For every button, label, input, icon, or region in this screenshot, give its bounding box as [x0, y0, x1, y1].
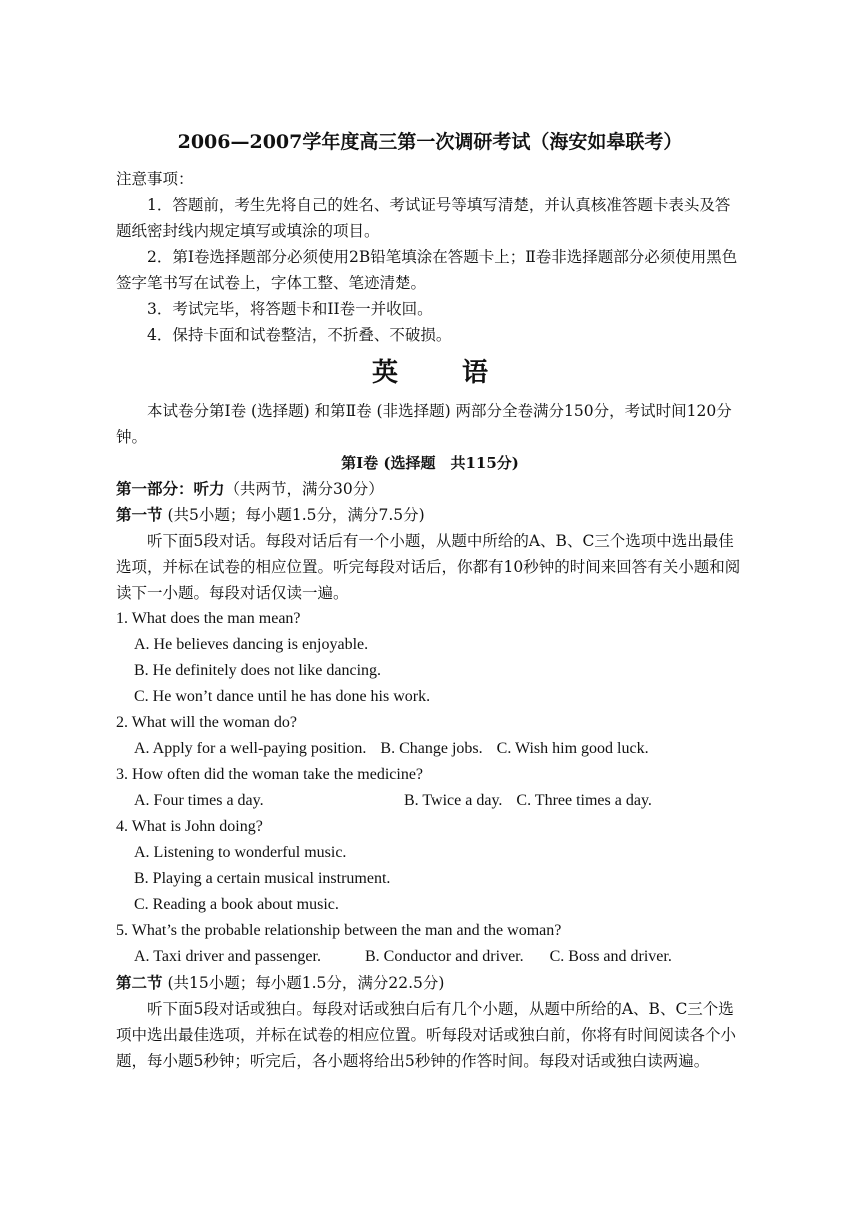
part-label: 第一部分：听力	[116, 479, 225, 498]
question-1-option-c: C. He won’t dance until he has done his work.	[134, 688, 431, 705]
question-2-options	[134, 736, 744, 762]
question-5-stem: 5. What’s the probable relationship between the man and the woman?	[116, 922, 562, 939]
notice-item-3: 3．考试完毕，将答题卡和II卷一并收回。	[147, 300, 433, 318]
part-detail: （共两节，满分30分）	[224, 480, 384, 498]
section-1-instruction: 听下面5段对话。每段对话后有一个小题，从题中所给的A、B、C三个选项中选出最佳选项，并标在试卷的相应位置。听完每段对话后，你都有10秒钟的时间来回答有关小题和阅读下一小题。每段对话仅读一遍。	[116, 532, 741, 602]
question-1-option-a: A. He believes dancing is enjoyable.	[134, 636, 369, 653]
question-2-option-c: C. Wish him good luck.	[496, 740, 649, 757]
question-3-stem: 3. How often did the woman take the medicine?	[116, 766, 424, 783]
question-4-option-a: A. Listening to wonderful music.	[134, 844, 347, 861]
question-3-options	[134, 788, 744, 814]
question-1-stem: 1. What does the man mean?	[116, 610, 301, 627]
notice-item-1: 1．答题前，考生先将自己的姓名、考试证号等填写清楚，并认真核准答题卡表头及答题纸密封线内规定填写或填涂的项目。	[116, 196, 731, 240]
part-heading	[116, 476, 744, 502]
subject-char-1: 英	[371, 358, 398, 388]
question-2-option-b: B. Change jobs.	[380, 740, 483, 757]
section-1-label: 第一节	[116, 505, 163, 524]
section-2-heading	[116, 970, 744, 996]
section-1-heading	[116, 502, 744, 528]
question-4-option-b: B. Playing a certain musical instrument.	[134, 870, 391, 887]
question-5-option-c: C. Boss and driver.	[549, 948, 672, 965]
section-1-detail: (共5小题；每小题1.5分，满分7.5分)	[162, 506, 425, 524]
question-4-stem: 4. What is John doing?	[116, 818, 263, 835]
notice-item-4: 4．保持卡面和试卷整洁，不折叠、不破损。	[147, 326, 452, 344]
question-3-option-a: A. Four times a day.	[134, 792, 264, 809]
exam-intro: 本试卷分第Ⅰ卷 (选择题) 和第Ⅱ卷 (非选择题) 两部分全卷满分150分，考试时间120分钟。	[116, 402, 732, 446]
notice-item-2: 2．第Ⅰ卷选择题部分必须使用2B铅笔填涂在答题卡上；Ⅱ卷非选择题部分必须使用黑色签字笔书写在试卷上，字体工整、笔迹清楚。	[116, 248, 738, 292]
subject-char-2: 语	[462, 358, 489, 388]
question-3-option-b: B. Twice a day.	[404, 792, 503, 809]
question-3-option-c: C. Three times a day.	[516, 792, 652, 809]
question-1-option-b: B. He definitely does not like dancing.	[134, 662, 382, 679]
subject-title	[116, 354, 744, 392]
question-5-option-a: A. Taxi driver and passenger.	[134, 948, 321, 965]
question-4-option-c: C. Reading a book about music.	[134, 896, 339, 913]
question-2-option-a: A. Apply for a well-paying position.	[134, 740, 367, 757]
section-2-detail: (共15小题；每小题1.5分，满分22.5分)	[162, 974, 445, 992]
exam-page	[116, 126, 744, 1074]
question-5-option-b: B. Conductor and driver.	[364, 948, 524, 965]
volume-heading: 第Ⅰ卷 (选择题 共115分)	[341, 454, 519, 472]
section-2-label: 第二节	[116, 973, 163, 992]
section-2-instruction: 听下面5段对话或独白。每段对话或独白后有几个小题，从题中所给的A、B、C三个选项中选出最佳选项，并标在试卷的相应位置。听每段对话或独白前，你将有时间阅读各个小题，每小题5秒钟；听完后，各小题将给出5秒钟的作答时间。每段对话或独白读两遍。	[116, 1000, 737, 1070]
question-2-stem: 2. What will the woman do?	[116, 714, 297, 731]
page-title: 2006—2007学年度高三第一次调研考试（海安如皋联考）	[177, 131, 683, 153]
notice-heading: 注意事项：	[116, 170, 194, 188]
question-5-options	[134, 944, 744, 970]
